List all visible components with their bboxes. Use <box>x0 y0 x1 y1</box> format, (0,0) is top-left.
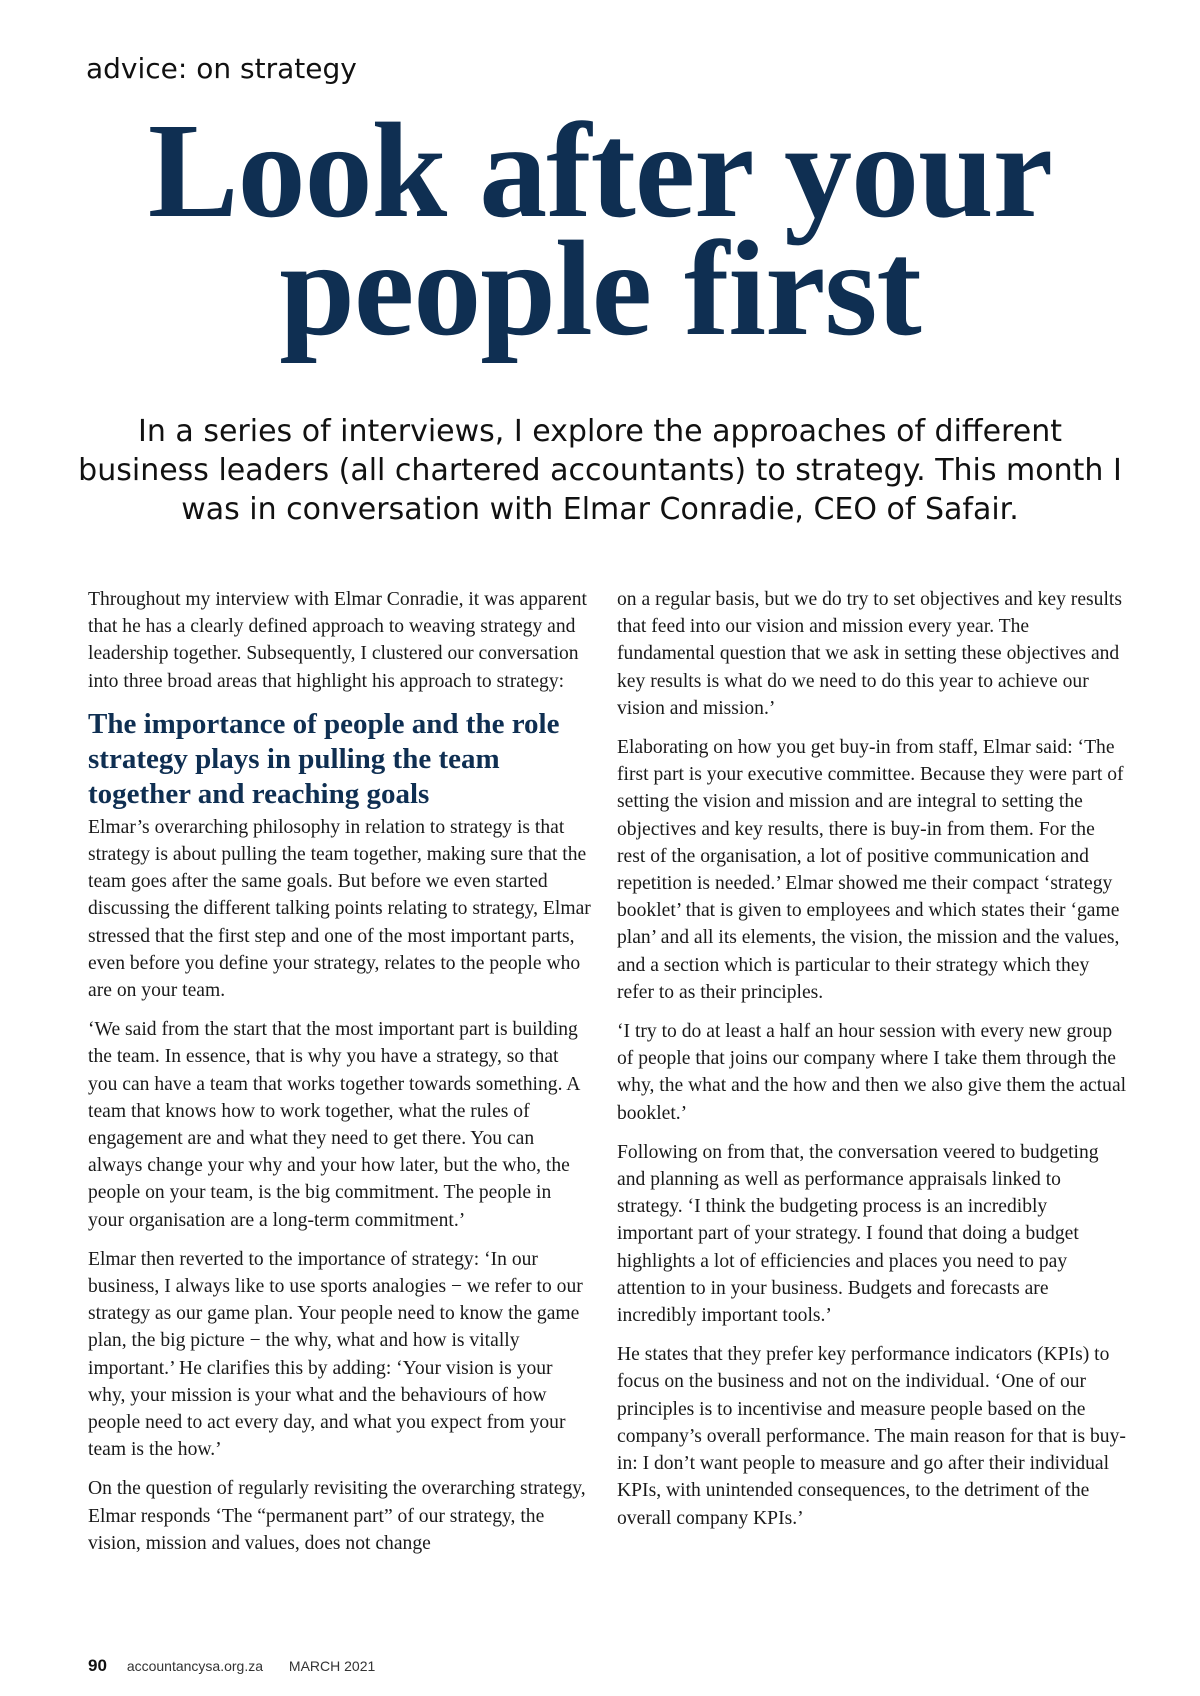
article-column-right <box>617 586 1127 1544</box>
intro-paragraph: Throughout my interview with Elmar Conradie, it was apparent that he has a clearly defined approach to weaving strategy and leadership together. Subsequently, I clustered our conversation into three broad areas that highlight his approach to strategy: <box>88 589 587 692</box>
subheading: The importance of people and the role strategy plays in pulling the team together and reaching goals <box>88 707 560 810</box>
standfirst: In a series of interviews, I explore the approaches of different business leaders (all chartered accountants) to strategy. This month I was in conversation with Elmar Conradie, CEO of Safair. <box>78 414 1122 527</box>
section-label: advice: on strategy <box>86 52 357 85</box>
headline-line-2: people first <box>279 214 921 364</box>
body-paragraph: Following on from that, the conversation veered to budgeting and planning as well as performance appraisals linked to strategy. ‘I think the budgeting process is an incredibly important part of your strategy. I found that doing a budget highlights a lot of efficiencies and places you need to pay attention to in your business. Budgets and forecasts are incredibly important tools.’ <box>617 1141 1099 1327</box>
issue-date: MARCH 2021 <box>288 1658 376 1674</box>
headline-line-1: Look after your <box>147 96 1053 246</box>
body-paragraph: Elmar then reverted to the importance of strategy: ‘In our business, I always like to use sports analogies − we refer to our strategy as our game plan. Your people need to know the game plan, the big picture − the why, what and how is vitally important.’ He clarifies this by adding: ‘Your vision is your why, your mission is your what and the behaviours of how people need to act every day, and what you expect from your team is the how.’ <box>88 1248 583 1461</box>
page-number: 90 <box>88 1656 107 1675</box>
body-paragraph: On the question of regularly revisiting the overarching strategy, Elmar responds ‘The “permanent part” of our strategy, the vision, mission and values, does not change <box>88 1478 586 1554</box>
website-link[interactable]: accountancysa.org.za <box>126 1658 264 1674</box>
body-paragraph: ‘I try to do at least a half an hour session with every new group of people that joins our company where I take them through the why, the what and the how and then we also give them the actual booklet.’ <box>617 1021 1127 1124</box>
body-paragraph: on a regular basis, but we do try to set objectives and key results that feed into our vision and mission every year. The fundamental question that we ask in setting these objectives and key results is what do we need to do this year to achieve our vision and mission.’ <box>617 589 1122 719</box>
article-column-left <box>88 586 592 1569</box>
body-paragraph: He states that they prefer key performance indicators (KPIs) to focus on the business and not on the individual. ‘One of our principles is to incentivise and measure people based on the company’s overall performance. The main reason for that is buy-in: I don’t want people to measure and go after their individual KPIs, with unintended consequences, to the detriment of the overall company KPIs.’ <box>617 1344 1126 1529</box>
body-paragraph: Elaborating on how you get buy-in from staff, Elmar said: ‘The first part is your executive committee. Because they were part of setting the vision and mission and are integral to setting the objectives and key results, there is buy-in from them. For the rest of the organisation, a lot of positive communication and repetition is needed.’ Elmar showed me their compact ‘strategy booklet’ that is given to employees and which states their ‘game plan’ and all its elements, the vision, the mission and the values, and a section which is particular to their strategy which they refer to as their principles. <box>617 737 1124 1003</box>
body-paragraph: Elmar’s overarching philosophy in relation to strategy is that strategy is about pulling the team together, making sure that the team goes after the same goals. But before we even started discussing the different talking points relating to strategy, Elmar stressed that the first step and one of the most important parts, even before you define your strategy, relates to the people who are on your team. <box>88 816 591 1002</box>
body-paragraph: ‘We said from the start that the most important part is building the team. In essence, that is why you have a strategy, so that you can have a team that works together towards something. A team that knows how to work together, what the rules of engagement are and what they need to get there. You can always change your why and your how later, but the who, the people on your team, is the big commitment. The people in your organisation are a long-term commitment.’ <box>88 1019 580 1231</box>
page-title <box>0 96 1200 364</box>
page-footer <box>88 1656 375 1676</box>
